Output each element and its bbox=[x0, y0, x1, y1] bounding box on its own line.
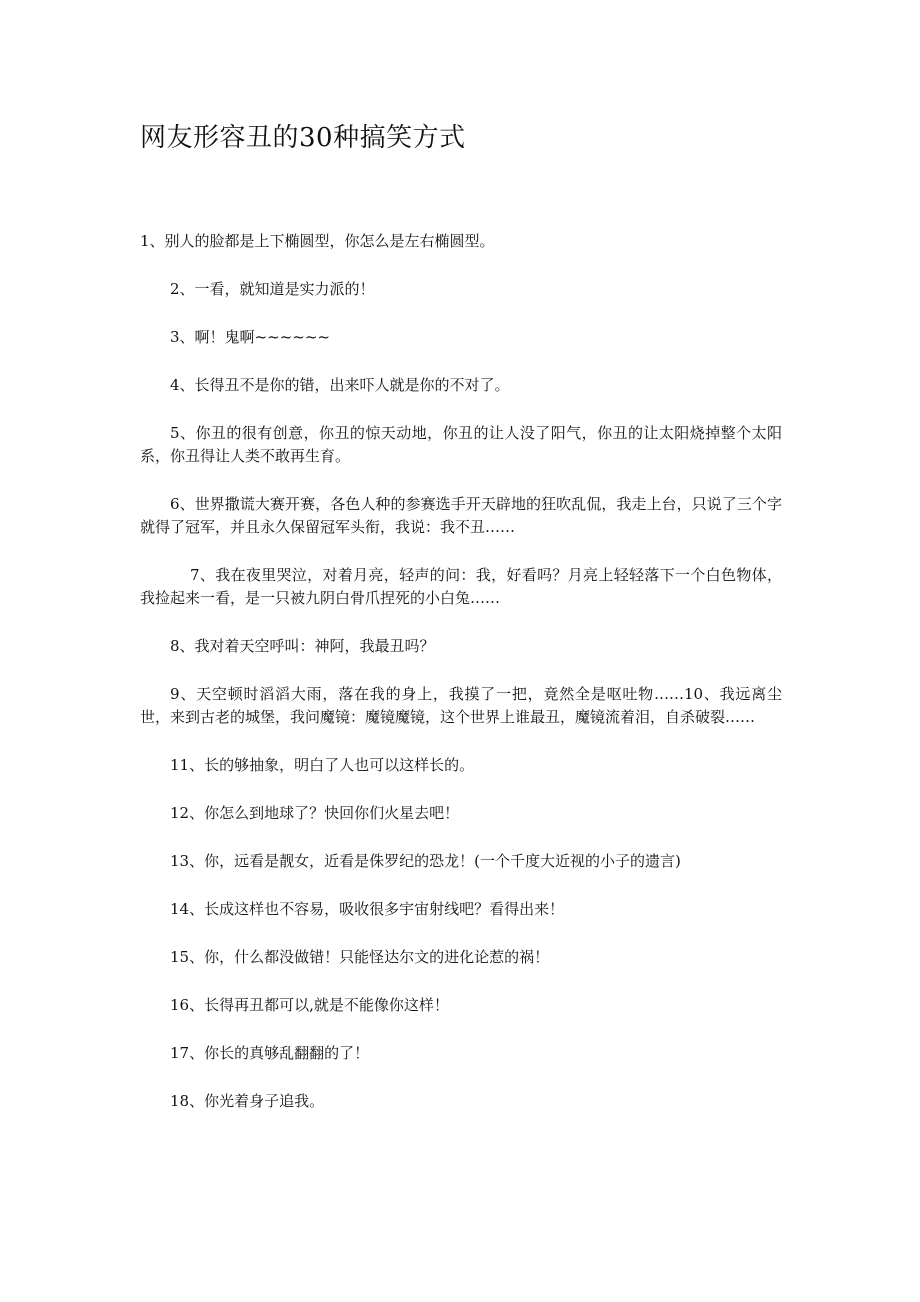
paragraph-18: 18、你光着身子追我。 bbox=[170, 1092, 325, 1110]
paragraph-9: 9、天空顿时滔滔大雨，落在我的身上，我摸了一把，竟然全是呕吐物……10、我远离尘世，来到古老的城堡，我问魔镜：魔镜魔镜，这个世界上谁最丑，魔镜流着泪，自杀破裂…… bbox=[140, 685, 782, 726]
paragraph-5: 5、你丑的很有创意，你丑的惊天动地，你丑的让人没了阳气，你丑的让太阳烧掉整个太阳系，你丑得让人类不敢再生育。 bbox=[140, 424, 782, 465]
paragraph-11: 11、长的够抽象，明白了人也可以这样长的。 bbox=[170, 756, 475, 774]
paragraph-3: 3、啊！鬼啊~~~~~~ bbox=[170, 328, 330, 346]
document-body bbox=[140, 230, 782, 1138]
paragraph-16: 16、长得再丑都可以,就是不能像你这样！ bbox=[170, 996, 449, 1014]
paragraph-15: 15、你，什么都没做错！只能怪达尔文的进化论惹的祸！ bbox=[170, 948, 550, 966]
paragraph-14: 14、长成这样也不容易，吸收很多宇宙射线吧？看得出来！ bbox=[170, 900, 565, 918]
paragraph-1: 1、别人的脸都是上下椭圆型，你怎么是左右椭圆型。 bbox=[140, 232, 495, 250]
paragraph-12: 12、你怎么到地球了？快回你们火星去吧！ bbox=[170, 804, 460, 822]
paragraph-4: 4、长得丑不是你的错，出来吓人就是你的不对了。 bbox=[170, 376, 510, 394]
paragraph-2: 2、一看，就知道是实力派的！ bbox=[170, 280, 375, 298]
paragraph-6: 6、世界撒谎大赛开赛，各色人种的参赛选手开天辟地的狂吹乱侃，我走上台，只说了三个字就得了冠军，并且永久保留冠军头衔，我说：我不丑…… bbox=[140, 495, 782, 536]
paragraph-13: 13、你，远看是靓女，近看是侏罗纪的恐龙！(一个千度大近视的小子的遗言) bbox=[170, 852, 681, 870]
document-title: 网友形容丑的30种搞笑方式 bbox=[140, 123, 466, 153]
paragraph-17: 17、你长的真够乱翻翻的了！ bbox=[170, 1044, 370, 1062]
paragraph-7: 7、我在夜里哭泣，对着月亮，轻声的问：我，好看吗？月亮上轻轻落下一个白色物体，我捡起来一看，是一只被九阴白骨爪捏死的小白兔…… bbox=[140, 566, 782, 607]
paragraph-8: 8、我对着天空呼叫：神阿，我最丑吗？ bbox=[170, 637, 435, 655]
